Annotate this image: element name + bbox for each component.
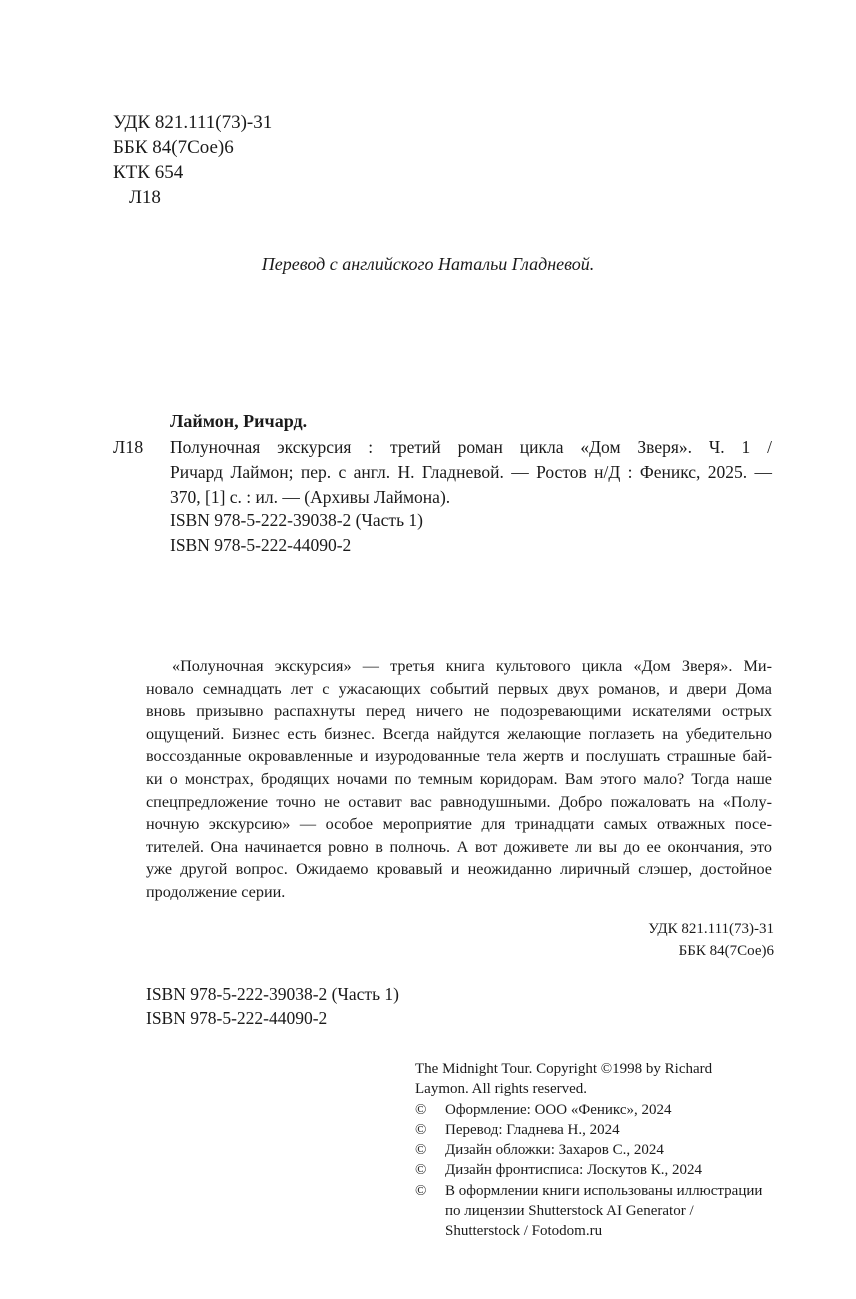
isbn-part-1: ISBN 978-5-222-39038-2 (Часть 1) bbox=[170, 510, 423, 530]
copyright-block bbox=[415, 1059, 795, 1242]
copyright-item-text: Shutterstock / Fotodom.ru bbox=[445, 1223, 603, 1240]
copyright-item bbox=[415, 1140, 795, 1160]
annotation-line: уже другой вопрос. Ожидаемо кровавый и неожиданно лиричный слэшер, достойное bbox=[146, 860, 772, 879]
copyright-item-text: Дизайн обложки: Захаров С., 2024 bbox=[445, 1142, 664, 1159]
copyright-symbol: © bbox=[415, 1162, 427, 1179]
udk-code: УДК 821.111(73)-31 bbox=[113, 112, 273, 133]
annotation-line: воссозданные окровавленные и изуродованные тела жертв и послушать страшные бай- bbox=[146, 747, 772, 766]
annotation-line: новало семнадцать лет с ужасающих событий первых двух романов, и двери Дома bbox=[146, 679, 772, 698]
classification-codes bbox=[113, 110, 272, 210]
copyright-item bbox=[415, 1160, 795, 1180]
bbk-code: ББК 84(7Сое)6 bbox=[113, 137, 234, 158]
copyright-item-text: по лицензии Shutterstock AI Generator / bbox=[445, 1203, 694, 1220]
annotation-line: ки о монстрах, бродящих ночами по темным коридорам. Вам этого мало? Тогда наше bbox=[146, 769, 772, 788]
translator-note: Перевод с английского Натальи Гладневой. bbox=[261, 254, 595, 274]
copyright-symbol: © bbox=[415, 1142, 427, 1159]
biblio-line: Ричард Лаймон; пер. с англ. Н. Гладневой. — Ростов н/Д : Феникс, 2025. — bbox=[170, 462, 772, 482]
copyright-item bbox=[415, 1120, 795, 1140]
isbn-set-bottom: ISBN 978-5-222-44090-2 bbox=[146, 1008, 328, 1028]
original-copyright-line: Laymon. All rights reserved. bbox=[415, 1081, 588, 1098]
annotation-line: вновь призывно распахнуты перед ничего не подозревающими искателями острых bbox=[146, 702, 772, 721]
copyright-symbol: © bbox=[415, 1182, 427, 1199]
copyright-item bbox=[415, 1100, 795, 1120]
copyright-item bbox=[415, 1181, 795, 1242]
biblio-line: Полуночная экскурсия : третий роман цикла «Дом Зверя». Ч. 1 / bbox=[170, 437, 772, 457]
annotation-line: тителей. Она начинается ровно в полночь. А вот доживете ли вы до ее окончания, это bbox=[146, 837, 772, 856]
copyright-item-text: Оформление: ООО «Феникс», 2024 bbox=[445, 1101, 672, 1118]
isbn-block bbox=[146, 982, 399, 1030]
copyright-symbol: © bbox=[415, 1121, 427, 1138]
original-copyright-line: The Midnight Tour. Copyright ©1998 by Richard bbox=[415, 1061, 713, 1077]
copyright-symbol: © bbox=[415, 1101, 427, 1118]
copyright-item-text: Перевод: Гладнева Н., 2024 bbox=[445, 1121, 620, 1138]
record-author-mark: Л18 bbox=[113, 437, 144, 457]
ktk-code: КТК 654 bbox=[113, 162, 184, 183]
isbn-set: ISBN 978-5-222-44090-2 bbox=[170, 535, 352, 555]
annotation-line: продолжение серии. bbox=[146, 882, 286, 901]
record-author: Лаймон, Ричард. bbox=[170, 411, 308, 431]
record-isbn-block bbox=[170, 508, 423, 558]
copyright-item-text: В оформлении книги использованы иллюстрации bbox=[445, 1182, 763, 1199]
annotation-line: ощущений. Бизнес есть бизнес. Всегда найдутся желающие поглазеть на убедительно bbox=[146, 724, 772, 743]
bbk-code-right: ББК 84(7Сое)6 bbox=[678, 943, 774, 959]
author-mark-code: Л18 bbox=[129, 187, 161, 208]
annotation-codes bbox=[648, 918, 774, 962]
biblio-line: 370, [1] с. : ил. — (Архивы Лаймона). bbox=[170, 487, 451, 507]
annotation-line: «Полуночная экскурсия» — третья книга культового цикла «Дом Зверя». Ми- bbox=[172, 657, 772, 675]
isbn-part-1-bottom: ISBN 978-5-222-39038-2 (Часть 1) bbox=[146, 984, 399, 1004]
bibliographic-description bbox=[170, 435, 772, 510]
udk-code-right: УДК 821.111(73)-31 bbox=[648, 921, 774, 937]
annotation-line: спецпредложение точно не оставит вас равнодушными. Добро пожаловать на «Полу- bbox=[146, 792, 772, 811]
copyright-item-text: Дизайн фронтисписа: Лоскутов К., 2024 bbox=[445, 1162, 702, 1179]
annotation bbox=[146, 655, 772, 904]
annotation-line: ночную экскурсию» — особое мероприятие для тринадцати самых отважных посе- bbox=[146, 815, 772, 834]
